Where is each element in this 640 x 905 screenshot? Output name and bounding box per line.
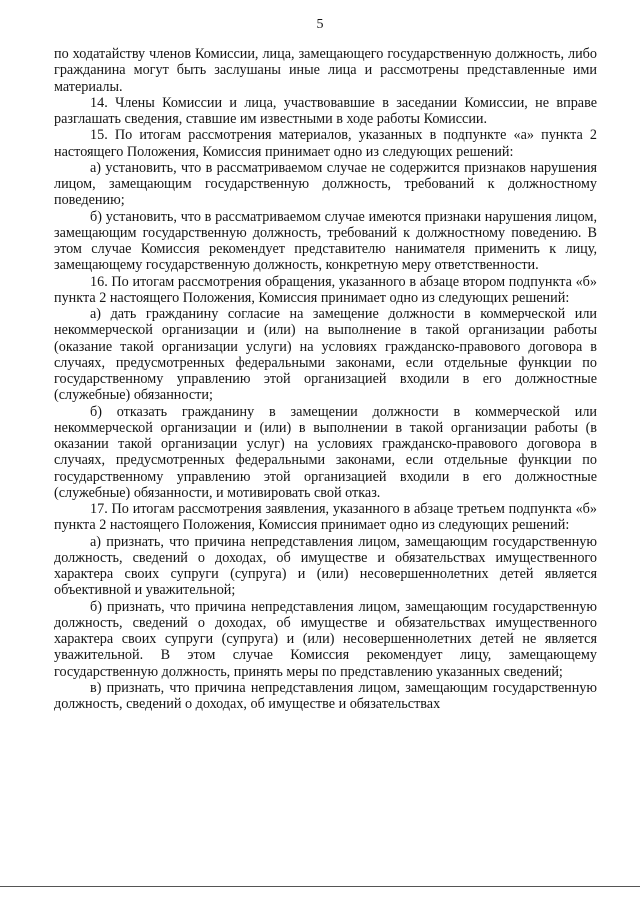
paragraph-17b: б) признать, что причина непредставления лицом, замещающим государственную должность, сведений о доходах, об имуществе и обязательствах имущественного характера своих супруги (супруга) и (или) несовершеннолетних детей не является уважительной. В этом случае Комиссия рекомендует лицу, замещающему государственную должность, принять меры по представлению указанных сведений; bbox=[54, 598, 597, 680]
paragraph-15: 15. По итогам рассмотрения материалов, указанных в подпункте «а» пункта 2 настоящего Положения, Комиссия принимает одно из следующих решений: bbox=[54, 127, 597, 160]
paragraph-16b: б) отказать гражданину в замещении должности в коммерческой или некоммерческой организации и (или) в выполнении в такой организации работы (в оказании такой организации услуг) на условиях гражданско-правового договора в случаях, предусмотренных федеральными законами, если отдельные функции по государственному управлению этой организацией входили в его должностные (служебные) обязанности, и мотивировать свой отказ. bbox=[54, 403, 597, 501]
bottom-divider bbox=[0, 886, 640, 887]
paragraph-17: 17. По итогам рассмотрения заявления, указанного в абзаце третьем подпункта «б» пункта 2 настоящего Положения, Комиссия принимает одно из следующих решений: bbox=[54, 501, 597, 534]
paragraph-15a: а) установить, что в рассматриваемом случае не содержится признаков нарушения лицом, замещающим государственную должность, требований к должностному поведению; bbox=[54, 159, 597, 209]
paragraph-17a: а) признать, что причина непредставления лицом, замещающим государственную должность, сведений о доходах, об имуществе и обязательствах имущественного характера своих супруги (супруга) и (или) несовершеннолетних детей является объективной и уважительной; bbox=[54, 533, 597, 599]
paragraph-14: 14. Члены Комиссии и лица, участвовавшие в заседании Комиссии, не вправе разглашать сведения, ставшие им известными в ходе работы Комиссии. bbox=[54, 94, 597, 127]
page-number: 5 bbox=[316, 17, 324, 32]
paragraph-continuation: по ходатайству членов Комиссии, лица, замещающего государственную должность, либо гражданина могут быть заслушаны иные лица и рассмотрены представленные ими материалы. bbox=[54, 46, 597, 95]
paragraph-17v: в) признать, что причина непредставления лицом, замещающим государственную должность, сведений о доходах, об имуществе и обязательствах bbox=[54, 679, 597, 712]
paragraph-16: 16. По итогам рассмотрения обращения, указанного в абзаце втором подпункта «б» пункта 2 настоящего Положения, Комиссия принимает одно из следующих решений: bbox=[54, 273, 597, 306]
document-body bbox=[54, 46, 597, 712]
paragraph-16a: а) дать гражданину согласие на замещение должности в коммерческой или некоммерческой организации и (или) на выполнение в такой организации работы (оказание такой организации услуги) на условиях гражданско-правового договора в случаях, предусмотренных федеральными законами, если отдельные функции по государственному управлению этой организацией входили в его должностные (служебные) обязанности; bbox=[54, 306, 597, 404]
paragraph-15b: б) установить, что в рассматриваемом случае имеются признаки нарушения лицом, замещающим государственную должность, требований к должностному поведению. В этом случае Комиссия рекомендует представителю нанимателя применить к лицу, замещающему государственную должность, конкретную меру ответственности. bbox=[54, 208, 597, 274]
